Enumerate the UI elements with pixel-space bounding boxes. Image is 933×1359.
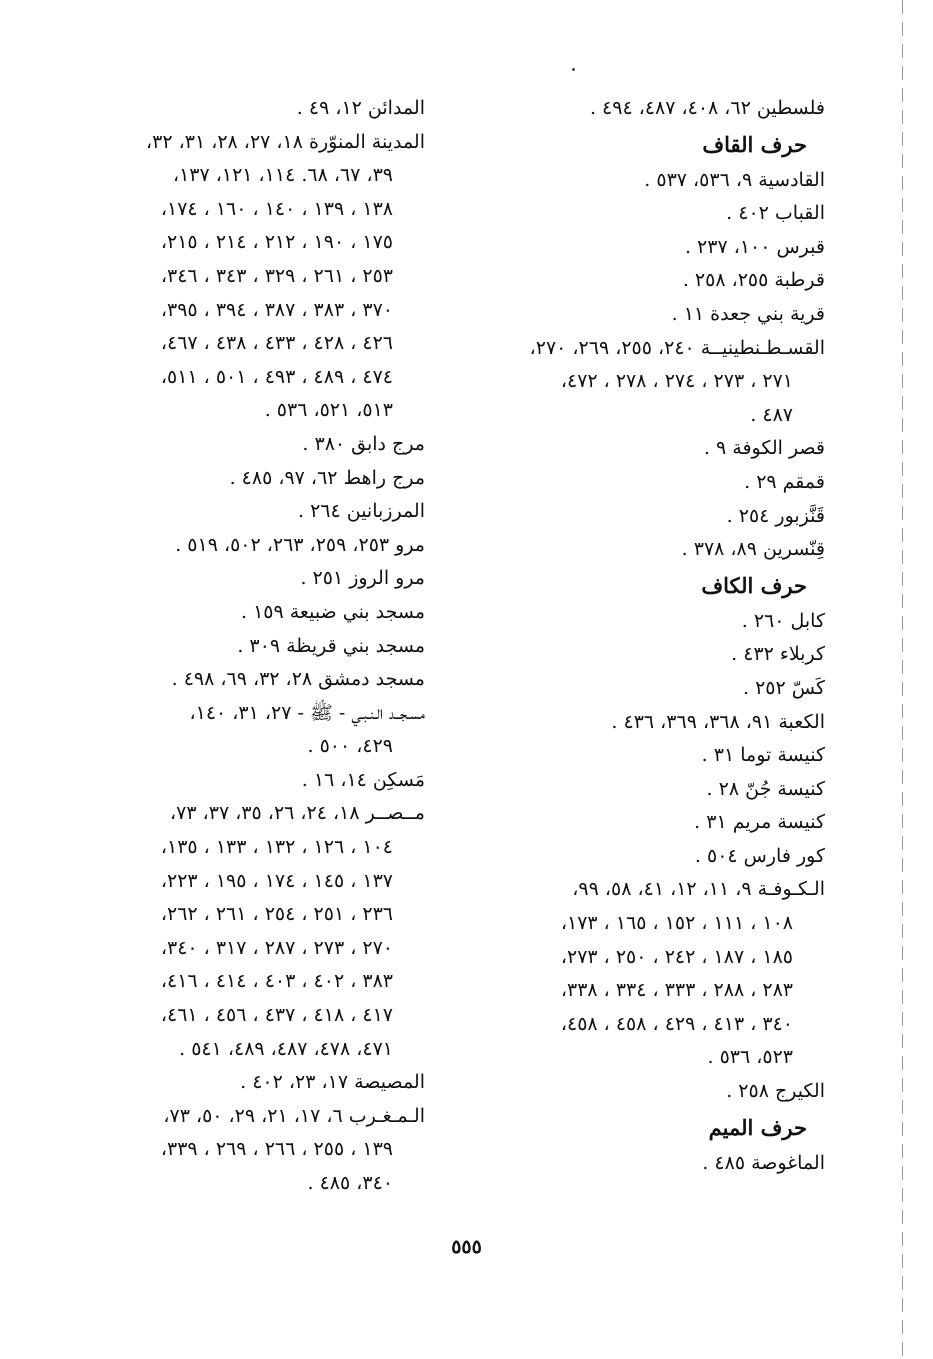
index-entry: الـمـغـرب ٦، ١٧، ٢١، ٢٩، ٥٠، ٧٣، bbox=[163, 1104, 425, 1127]
left-column bbox=[53, 92, 425, 1201]
index-entry: كور فارس ٥٠٤ . bbox=[694, 844, 825, 867]
index-entry: المرزبانين ٢٦٤ . bbox=[297, 500, 425, 523]
index-entry-continuation: ٤٧١، ٤٧٨، ٤٨٧، ٤٨٩، ٥٤١ . bbox=[179, 1037, 393, 1060]
index-entry-continuation: ٤٨٧ . bbox=[750, 403, 793, 426]
index-entry: كنيسة مريم ٣١ . bbox=[694, 811, 825, 834]
index-entry-continuation: ١٠٨ ، ١١١ ، ١٥٢ ، ١٦٥ ، ١٧٣، bbox=[560, 912, 793, 935]
index-entry-continuation: ٤٢٦ ، ٤٢٨ ، ٤٣٣ ، ٤٣٨ ، ٤٦٧، bbox=[160, 332, 393, 355]
index-entry: مسـجــد الـنـبـي - ﷺ - ٢٧، ٣١، ١٤٠، bbox=[189, 701, 425, 724]
index-entry: كنيسة جُنّ ٢٨ . bbox=[706, 777, 825, 800]
index-entry-continuation: ٢٧٠ ، ٢٧٣ ، ٢٨٧ ، ٣١٧ ، ٣٤٠، bbox=[160, 936, 393, 959]
index-entry: مرج راهط ٦٢، ٩٧، ٤٨٥ . bbox=[229, 466, 425, 489]
scan-edge-line bbox=[902, 0, 903, 1359]
index-entry: فلسطين ٦٢، ٤٠٨، ٤٨٧، ٤٩٤ . bbox=[589, 97, 825, 119]
section-heading: حرف الكاف bbox=[701, 572, 807, 598]
index-entry: القباب ٤٠٢ . bbox=[726, 202, 825, 225]
index-entry-continuation: ٢٥٣ ، ٢٦١ ، ٣٢٩ ، ٣٤٣ ، ٣٤٦، bbox=[160, 264, 393, 287]
index-entry-continuation: ٣٩، ٦٧، ٦٨. ١١٤، ١٢١، ١٣٧، bbox=[172, 164, 393, 187]
index-entry: مسجد بني ضبيعة ١٥٩ . bbox=[240, 600, 425, 623]
section-heading: حرف الميم bbox=[708, 1114, 807, 1140]
index-entry-continuation: ٣٤٠ ، ٤١٣ ، ٤٢٩ ، ٤٥٨ ، ٤٥٨، bbox=[560, 1012, 793, 1035]
index-entry-continuation: ١٧٥ ، ١٩٠ ، ٢١٢ ، ٢١٤ ، ٢١٥، bbox=[160, 231, 393, 254]
page-number: ٥٥٥ bbox=[451, 1236, 482, 1258]
index-entry: القسـطـنطينيــة ٢٤٠، ٢٥٥، ٢٦٩، ٢٧٠، bbox=[529, 336, 825, 359]
index-entry: قصر الكوفة ٩ . bbox=[703, 437, 825, 460]
index-entry: قرطبة ٢٥٥، ٢٥٨ . bbox=[682, 269, 825, 292]
index-entry-continuation: ٤٢٩، ٥٠٠ . bbox=[307, 735, 393, 758]
index-entry: المدينة المنوّرة ١٨، ٢٧، ٢٨، ٣١، ٣٢، bbox=[146, 130, 425, 153]
index-entry: كنيسة توما ٣١ . bbox=[701, 744, 825, 767]
index-entry-continuation: ٢٧١ ، ٢٧٣ ، ٢٧٤ ، ٢٧٨ ، ٤٧٢، bbox=[560, 370, 793, 393]
index-entry: قبرس ١٠٠، ٢٣٧ . bbox=[684, 235, 825, 258]
index-entry-continuation: ٤١٧ ، ٤١٨ ، ٤٣٧ ، ٤٥٦ ، ٤٦١، bbox=[160, 1004, 393, 1027]
index-entry-continuation: ٥١٣، ٥٢١، ٥٣٦ . bbox=[264, 399, 393, 422]
index-entry-continuation: ١٠٤ ، ١٢٦ ، ١٣٢ ، ١٣٣ ، ١٣٥، bbox=[160, 836, 393, 859]
index-entry: الكيرج ٢٥٨ . bbox=[726, 1080, 825, 1103]
index-entry: مرو الروز ٢٥١ . bbox=[300, 567, 425, 590]
index-entry: كابل ٢٦٠ . bbox=[741, 609, 825, 632]
index-entry: قرية بني جعدة ١١ . bbox=[671, 302, 825, 325]
index-entry: مسجد دمشق ٢٨، ٣٢، ٦٩، ٤٩٨ . bbox=[171, 668, 425, 691]
index-entry: الماغوصة ٤٨٥ . bbox=[702, 1151, 825, 1174]
index-entry: كَسّ ٢٥٢ . bbox=[742, 676, 825, 699]
index-entry: كربلاء ٤٣٢ . bbox=[731, 643, 825, 666]
index-entry: مرو ٢٥٣، ٢٥٩، ٢٦٣، ٥٠٢، ٥١٩ . bbox=[175, 533, 425, 556]
index-entry: قمقم ٢٩ . bbox=[744, 470, 825, 493]
index-entry: المدائن ١٢، ٤٩ . bbox=[296, 97, 425, 119]
index-entry: قِنّسرين ٨٩، ٣٧٨ . bbox=[681, 538, 825, 561]
index-entry-continuation: ٢٨٣ ، ٢٨٨ ، ٣٣٣ ، ٣٣٤ ، ٣٣٨، bbox=[560, 979, 793, 1002]
index-entry: المصيصة ١٧، ٢٣، ٤٠٢ . bbox=[240, 1071, 425, 1094]
index-entry-continuation: ٣٧٠ ، ٣٨٣ ، ٣٨٧ ، ٣٩٤ ، ٣٩٥، bbox=[160, 298, 393, 321]
index-entry-continuation: ٥٢٣، ٥٣٦ . bbox=[707, 1046, 793, 1069]
index-entry-continuation: ٣٤٠، ٤٨٥ . bbox=[307, 1172, 393, 1194]
index-entry: مسجد بني قريظة ٣٠٩ . bbox=[237, 634, 425, 657]
index-entry: الكعبة ٩١، ٣٦٨، ٣٦٩، ٤٣٦ . bbox=[611, 710, 825, 733]
index-entry: الـكـوفـة ٩، ١١، ١٢، ٤١، ٥٨، ٩٩، bbox=[572, 878, 825, 901]
index-entry: قَنَّزبور ٢٥٤ . bbox=[726, 504, 825, 527]
index-entry: مــصــر ١٨، ٢٤، ٢٦، ٣٥، ٣٧، ٧٣، bbox=[170, 802, 425, 825]
index-entry: مرج دابق ٣٨٠ . bbox=[302, 432, 425, 455]
index-entry: مَسكِن ١٤، ١٦ . bbox=[301, 768, 425, 791]
index-entry: القادسية ٩، ٥٣٦، ٥٣٧ . bbox=[644, 168, 825, 191]
stray-mark bbox=[572, 68, 575, 71]
index-entry-continuation: ٤٧٤ ، ٤٨٩ ، ٤٩٣ ، ٥٠١ ، ٥١١، bbox=[160, 365, 393, 388]
index-entry-continuation: ١٨٥ ، ١٨٧ ، ٢٤٢ ، ٢٥٠ ، ٢٧٣، bbox=[560, 945, 793, 968]
index-entry-continuation: ١٣٩ ، ٢٥٥ ، ٢٦٦ ، ٢٦٩ ، ٣٣٩، bbox=[160, 1138, 393, 1161]
section-heading: حرف القاف bbox=[702, 131, 807, 157]
index-entry-continuation: ٣٨٣ ، ٤٠٢ ، ٤٠٣ ، ٤١٤ ، ٤١٦، bbox=[160, 970, 393, 993]
index-entry-continuation: ١٣٨ ، ١٣٩ ، ١٤٠ ، ١٦٠ ، ١٧٤، bbox=[160, 197, 393, 220]
index-entry-continuation: ٢٣٦ ، ٢٥١ ، ٢٥٤ ، ٢٦١ ، ٢٦٢، bbox=[160, 903, 393, 926]
right-column bbox=[465, 92, 825, 1180]
index-entry-continuation: ١٣٧ ، ١٤٥ ، ١٧٤ ، ١٩٥ ، ٢٢٣، bbox=[160, 869, 393, 892]
